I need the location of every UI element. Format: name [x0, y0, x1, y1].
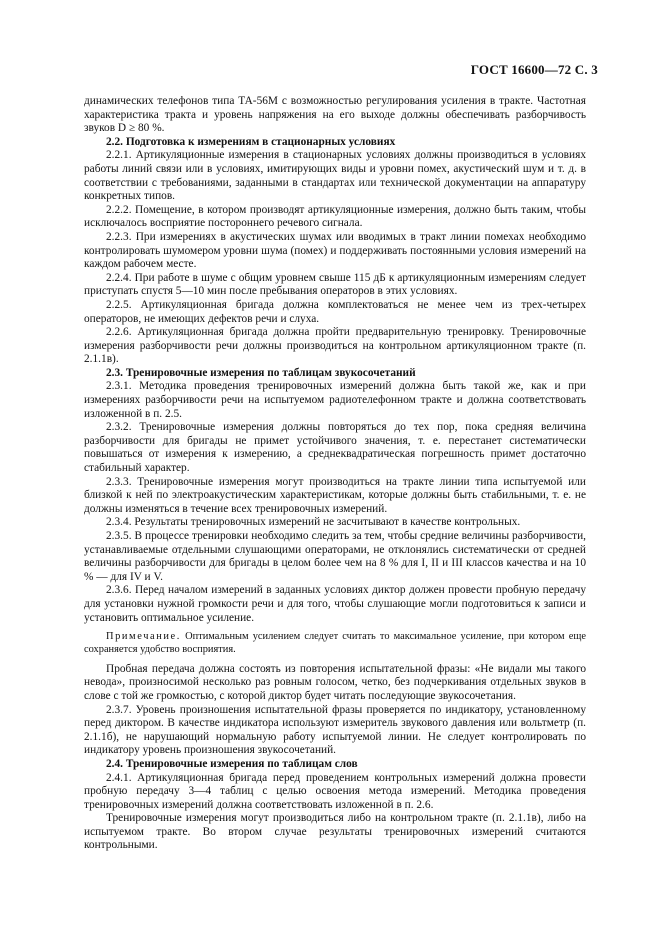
paragraph-2-3-5: 2.3.5. В процессе тренировки необходимо следить за тем, чтобы средние величины разборчивости, устанавливаемые отдельными слушающими операторами, не отклонялись систематически от средней величины разборчивости для бригады в целом более чем на 8 % для I, II и III классов качества и на 10 % — для IV и V.: [84, 530, 586, 583]
section-heading-2-4: 2.4. Тренировочные измерения по таблицам слов: [106, 757, 358, 770]
paragraph-2-2-1: 2.2.1. Артикуляционные измерения в стационарных условиях должны производиться в условиях работы линий связи или в условиях, имитирующих виды и уровни помех, акустический шум и т. д. в соответствии с требованиями, заданными в стандартах или технической документации на аппаратуру конкретных типов.: [84, 149, 586, 203]
paragraph-2-3-2: 2.3.2. Тренировочные измерения должны повторяться до тех пор, пока средняя величина разборчивости для бригады не примет устойчивого значения, т. е. перестанет систематически повышаться от измерения к измерению, а среднеквадратическая погрешность примет достаточно стабильный характер.: [84, 421, 586, 475]
paragraph-2-2-3: 2.2.3. При измерениях в акустических шумах или вводимых в тракт линии помехах необходимо контролировать шумомером уровни шума (помех) и поддерживать постоянными условия измерений на каждом рабочем месте.: [84, 230, 586, 271]
section-heading-2-3: 2.3. Тренировочные измерения по таблицам звукосочетаний: [106, 366, 416, 379]
paragraph-2-2-2: 2.2.2. Помещение, в котором производят артикуляционные измерения, должно быть таким, чтобы исключалось восприятие постороннего речевого сигнала.: [84, 203, 586, 230]
paragraph-2-2-4: 2.2.4. При работе в шуме с общим уровнем свыше 115 дБ к артикуляционным измерениям следует приступать спустя 5—10 мин после пребывания операторов в этих условиях.: [84, 271, 586, 298]
note: [84, 631, 586, 657]
note-text: Оптимальным усилением следует считать то максимальное усиление, при котором еще сохраняется удобство восприятия.: [84, 631, 586, 655]
paragraph-probe: Пробная передача должна состоять из повторения испытательной фразы: «Не видали мы такого невода», произносимой несколько раз ровным голосом, четко, без подчеркивания отдельных звуков в слове с той же громкостью, с которой диктор будет читать последующие звукосочетания.: [84, 662, 586, 702]
document-body: [84, 95, 586, 853]
paragraph-2-2-5: 2.2.5. Артикуляционная бригада должна комплектоваться не менее чем из трех-четырех операторов, не имеющих дефектов речи и слуха.: [84, 298, 586, 325]
paragraph-2-3-6: 2.3.6. Перед началом измерений в заданных условиях диктор должен провести пробную передачу для установки нужной громкости речи и для того, чтобы слушающие могли подготовиться к записи и установить оптимальное усиление.: [84, 584, 586, 624]
paragraph-2-4-1: 2.4.1. Артикуляционная бригада перед проведением контрольных измерений должна провести пробную передачу 3—4 таблиц с целью освоения метода измерений. Методика проведения тренировочных измерений должна соответствовать изложенной в п. 2.6.: [84, 771, 586, 811]
paragraph-2-3-3: 2.3.3. Тренировочные измерения могут производиться на тракте линии типа испытуемой или близкой к ней по электроакустическим характеристикам, которые должны быть стабильными, т. е. не должны изменяться в течение всех тренировочных измерений.: [84, 475, 586, 515]
paragraph-2-3-7: 2.3.7. Уровень произношения испытательной фразы проверяется по индикатору, установленному перед диктором. В качестве индикатора используют измеритель звукового давления или вольтметр (п. 2.1.1б), не нарушающий нормальную работу испытуемой линии. Не следует контролировать по индикатору уровень произношения звукосочетаний.: [84, 703, 586, 757]
paragraph-2-3-1: 2.3.1. Методика проведения тренировочных измерений должна быть такой же, как и при измерениях разборчивости речи на испытуемом радиотелефонном тракте и должна соответствовать изложенной в п. 2.5.: [84, 380, 586, 420]
page-header: ГОСТ 16600—72 С. 3: [470, 62, 598, 77]
paragraph-last: Тренировочные измерения могут производиться либо на контрольном тракте (п. 2.1.1в), либо на испытуемом тракте. Во втором случае результаты тренировочных измерений считаются контрольными.: [84, 812, 586, 852]
paragraph-intro: динамических телефонов типа ТА-56М с возможностью регулирования усиления в тракте. Частотная характеристика тракта и уровень напряжения на его выходе должны обеспечивать разборчивость звуков D ≥ 80 %.: [84, 95, 586, 135]
section-heading-2-2: 2.2. Подготовка к измерениям в стационарных условиях: [106, 135, 396, 148]
paragraph-2-2-6: 2.2.6. Артикуляционная бригада должна пройти предварительную тренировку. Тренировочные измерения разборчивости речи должны производиться на контрольном артикуляционном тракте (п. 2.1.1в).: [84, 326, 586, 366]
note-label: Примечание.: [106, 631, 181, 643]
paragraph-2-3-4: 2.3.4. Результаты тренировочных измерений не засчитывают в качестве контрольных.: [106, 516, 521, 529]
